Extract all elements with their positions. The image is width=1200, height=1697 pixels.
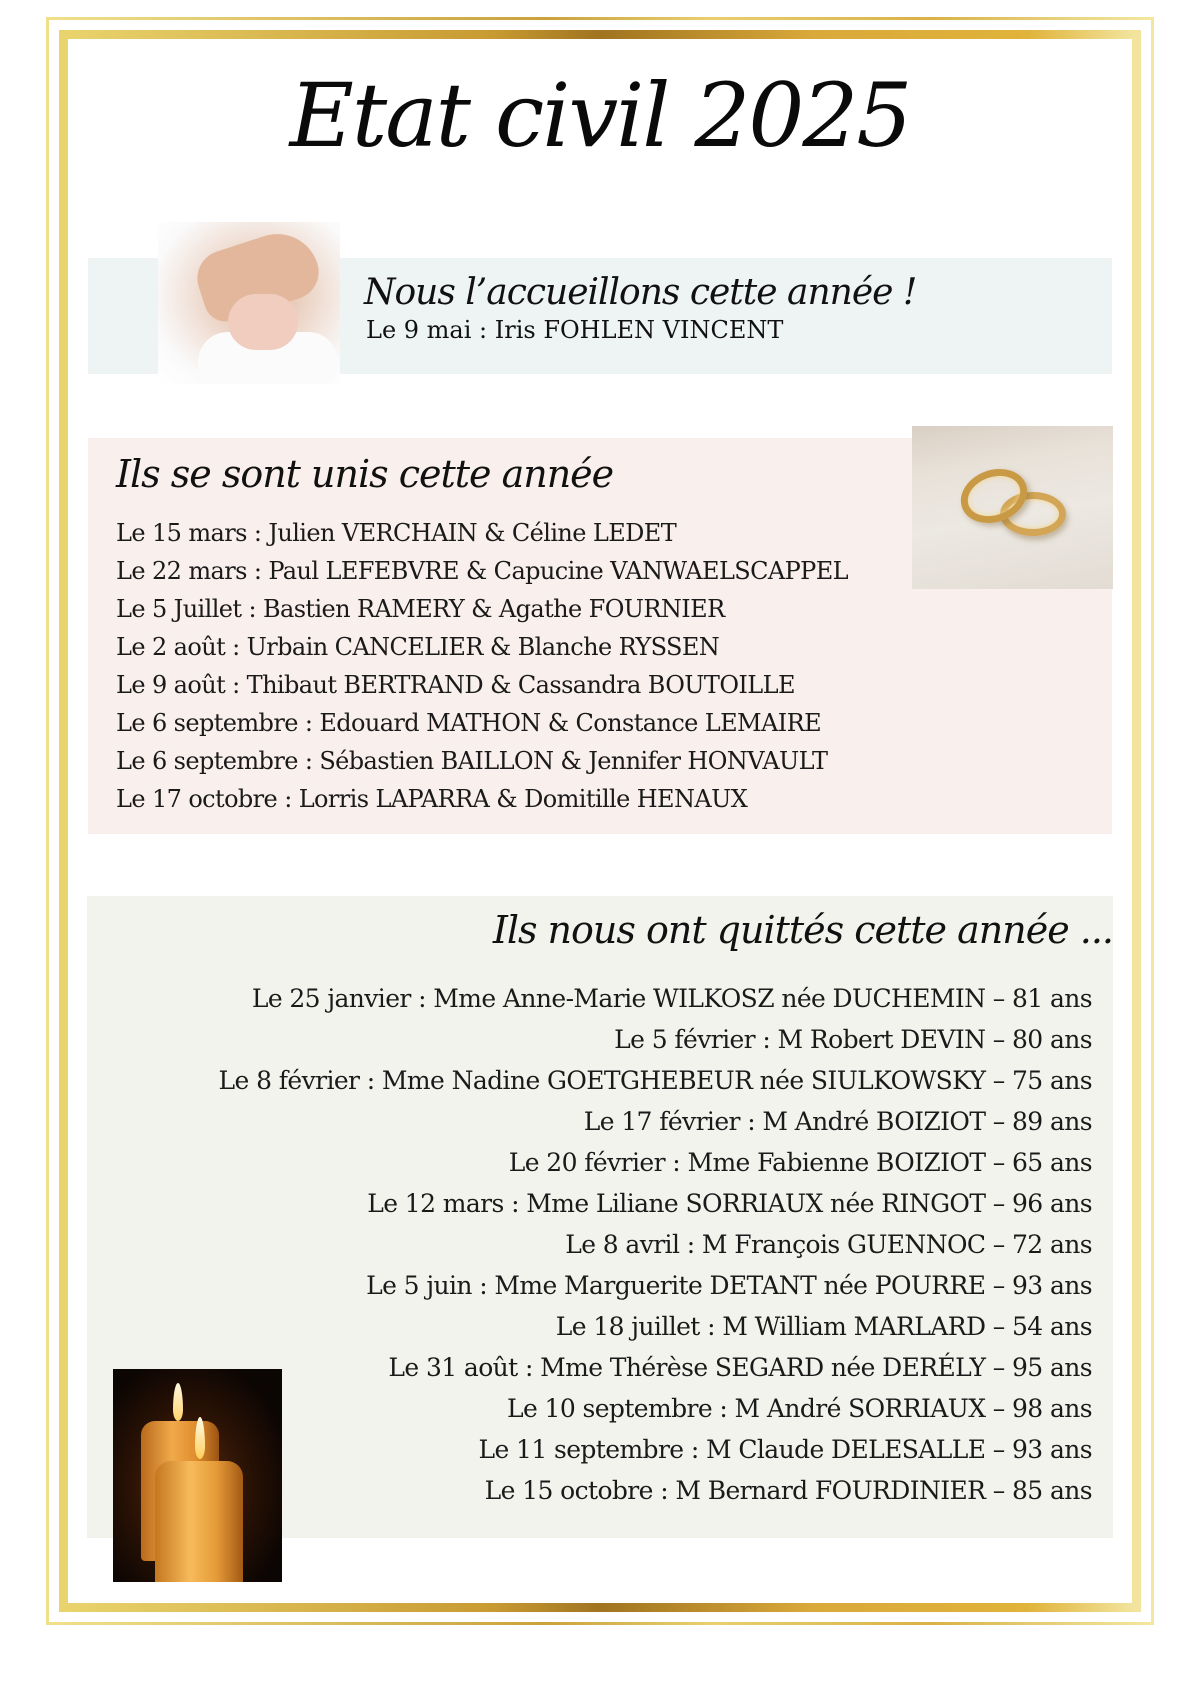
marriages-list <box>116 514 848 818</box>
death-entry: Le 11 septembre : M Claude DELESALLE – 93 ans <box>478 1435 1092 1464</box>
candle-shape <box>155 1461 243 1582</box>
death-entry: Le 10 septembre : M André SORRIAUX – 98 ans <box>507 1394 1092 1423</box>
marriage-entry: Le 17 octobre : Lorris LAPARRA & Domitille HENAUX <box>116 785 748 813</box>
death-entry: Le 20 février : Mme Fabienne BOIZIOT – 65 ans <box>508 1148 1092 1177</box>
death-entry: Le 8 avril : M François GUENNOC – 72 ans <box>565 1230 1092 1259</box>
baby-hand-photo <box>158 222 340 384</box>
marriage-entry: Le 5 Juillet : Bastien RAMERY & Agathe FOURNIER <box>116 595 725 623</box>
death-entry: Le 15 octobre : M Bernard FOURDINIER – 85 ans <box>484 1476 1092 1505</box>
death-entry: Le 17 février : M André BOIZIOT – 89 ans <box>583 1107 1092 1136</box>
marriage-entry: Le 2 août : Urbain CANCELIER & Blanche RYSSEN <box>116 633 720 661</box>
deaths-list <box>219 978 1092 1511</box>
marriage-entry: Le 22 mars : Paul LEFEBVRE & Capucine VANWAELSCAPPEL <box>116 557 848 585</box>
marriages-heading: Ils se sont unis cette année <box>116 452 614 496</box>
wedding-rings-photo <box>912 426 1113 589</box>
death-entry: Le 31 août : Mme Thérèse SEGARD née DERÉLY – 95 ans <box>388 1353 1092 1382</box>
death-entry: Le 5 juin : Mme Marguerite DETANT née POURRE – 93 ans <box>366 1271 1092 1300</box>
candles-photo <box>113 1369 282 1582</box>
births-heading: Nous l’accueillons cette année ! <box>364 272 917 313</box>
death-entry: Le 25 janvier : Mme Anne-Marie WILKOSZ née DUCHEMIN – 81 ans <box>251 984 1092 1013</box>
death-entry: Le 12 mars : Mme Liliane SORRIAUX née RINGOT – 96 ans <box>367 1189 1092 1218</box>
deaths-heading: Ils nous ont quittés cette année ... <box>492 908 1113 952</box>
marriage-entry: Le 9 août : Thibaut BERTRAND & Cassandra BOUTOILLE <box>116 671 795 699</box>
death-entry: Le 18 juillet : M William MARLARD – 54 ans <box>555 1312 1092 1341</box>
flame-icon <box>173 1383 183 1421</box>
marriage-entry: Le 6 septembre : Edouard MATHON & Constance LEMAIRE <box>116 709 822 737</box>
birth-entry: Le 9 mai : Iris FOHLEN VINCENT <box>366 316 784 344</box>
marriage-entry: Le 15 mars : Julien VERCHAIN & Céline LEDET <box>116 519 677 547</box>
death-entry: Le 8 février : Mme Nadine GOETGHEBEUR née SIULKOWSKY – 75 ans <box>218 1066 1092 1095</box>
death-entry: Le 5 février : M Robert DEVIN – 80 ans <box>614 1025 1092 1054</box>
baby-hand-shape <box>228 294 298 350</box>
page-title: Etat civil 2025 <box>289 64 911 167</box>
marriage-entry: Le 6 septembre : Sébastien BAILLON & Jennifer HONVAULT <box>116 747 828 775</box>
